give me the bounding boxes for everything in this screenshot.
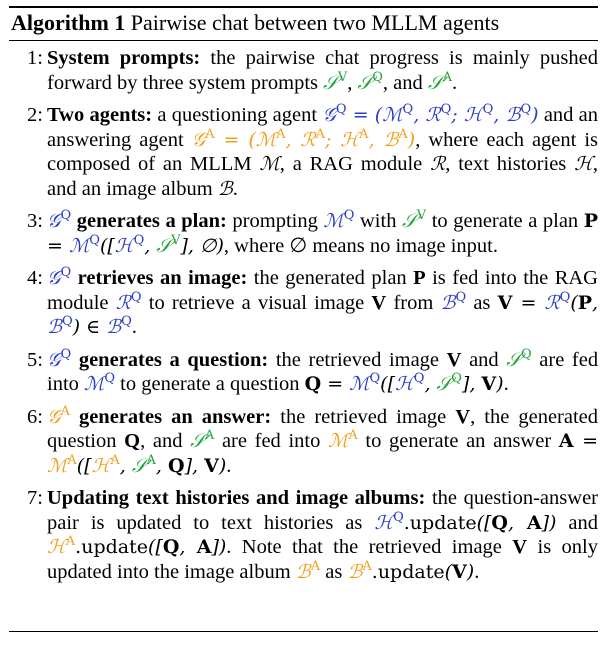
history-q-update: ℋ$^Q$.update([Q, A]) [374,509,557,534]
mllm-symbol: ℳ [259,153,280,175]
step-text: the pairwise chat progress is mainly pushed forward by three system prompts [47,47,599,94]
step-1 [9,46,598,95]
step-text: , and [382,71,423,94]
step-text: , where ∅ means no image input. [223,234,498,257]
image-symbol: V [446,348,462,371]
step-text: the retrieved image [275,348,440,371]
mllm-a-symbol: ℳ$^A$ [328,428,358,452]
retrieve-formula: V = ℛ$^Q$(P, ℬ$^Q$) ∈ ℬ$^Q$ [47,289,599,338]
step-text: . [474,560,480,583]
step-text: , [347,71,353,94]
step-text: the generated plan [253,267,407,289]
step-4 [9,266,598,340]
step-text: to retrieve a visual image [148,291,365,314]
album-a-symbol: ℬ$^A$ [295,558,321,583]
step-text: , a RAG module [279,153,423,175]
step-5 [9,348,598,397]
step-number: 4: [27,267,43,289]
step-text: with [360,210,397,232]
step-number: 6: [27,405,43,428]
step-text: is only updated into the image album [47,536,599,583]
questioning-agent-symbol: 𝒢$^Q$ [47,265,72,289]
step-text: . Note that the retrieved image [226,536,502,558]
question-symbol: Q [124,430,141,452]
step-text: as [325,560,343,583]
album-q-symbol: ℬ$^Q$ [440,289,467,314]
step-7 [9,486,598,584]
step-text: , and an image album [47,153,599,200]
algorithm-name: Pairwise chat between two MLLM agents [130,10,500,35]
step-text: to generate a question [120,373,300,395]
system-prompt-v: 𝒮$^V$ [402,208,427,232]
answer-formula: A = ℳ$^A$([ℋ$^A$, 𝒮$^A$, Q], V) [47,430,599,477]
answering-agent-symbol: 𝒢$^A$ [47,403,70,428]
step-text: , where each agent is composed of an MLLM [47,128,599,175]
step-number: 3: [27,210,43,232]
image-symbol: V [455,405,471,428]
step-2 [9,103,598,201]
algorithm-label: Algorithm 1 [11,10,126,35]
algorithm-steps [9,46,598,592]
answering-agent-formula: 𝒢$^A$ = (ℳ$^A$, ℛ$^A$; ℋ$^A$, ℬ$^A$) [191,126,416,151]
step-text: and an answering agent [47,104,599,151]
question-formula: Q = ℳ$^Q$([ℋ$^Q$, 𝒮$^Q$], V) [304,371,504,395]
step-text: from [393,291,434,314]
history-a-update: ℋ$^A$.update([Q, A]) [47,534,227,558]
algorithm-block [9,6,598,642]
step-heading: System prompts: [47,47,201,69]
step-text: . [232,177,238,200]
questioning-agent-formula: 𝒢$^Q$ = (ℳ$^Q$, ℛ$^Q$; ℋ$^Q$, ℬ$^Q$) [322,102,539,126]
header-rule [9,40,598,41]
mllm-q-symbol: ℳ$^Q$ [323,208,355,232]
step-text: . [503,373,509,395]
step-6 [9,405,598,479]
algorithm-title [11,10,499,36]
plan-symbol: P [413,267,426,289]
step-3 [9,209,598,258]
history-symbol: ℋ [574,153,593,175]
step-text: to generate a plan [431,210,579,232]
step-number: 7: [27,487,43,509]
step-text: are fed into [221,430,321,452]
step-heading: retrieves an image: [77,267,248,289]
step-text: . [451,71,458,94]
step-heading: Two agents: [47,104,153,126]
step-heading: generates a question: [78,348,269,371]
plan-formula: P = ℳ$^Q$([ℋ$^Q$, 𝒮$^V$], ∅) [47,210,599,257]
step-text: . [131,316,137,338]
questioning-agent-symbol: 𝒢$^Q$ [47,208,72,232]
image-symbol: V [371,291,387,314]
step-text: , text histories [445,153,567,175]
step-text: are fed into [47,348,599,395]
step-text: , the generated question [47,405,599,452]
system-prompt-a: 𝒮$^A$ [427,69,452,94]
step-heading: Updating text histories and image albums: [47,487,426,509]
step-number: 2: [27,104,43,126]
system-prompt-q: 𝒮$^Q$ [506,346,532,371]
step-heading: generates an answer: [78,405,272,428]
step-heading: generates a plan: [76,210,227,232]
step-text: prompting [232,210,318,232]
system-prompt-a: 𝒮$^A$ [190,428,215,452]
step-number: 1: [27,47,43,69]
step-text: is fed into the RAG module [47,267,598,314]
step-text: and [568,511,599,534]
step-text: , and [140,430,183,452]
bottom-rule [9,631,598,632]
top-rule [9,6,598,8]
step-text: the retrieved image [280,405,447,428]
image-symbol: V [512,536,528,558]
step-text: to generate an answer [365,430,552,452]
step-number: 5: [27,348,43,371]
step-text: as [473,291,491,314]
album-symbol: ℬ [217,177,233,200]
step-text: . [226,454,232,477]
rag-q-symbol: ℛ$^Q$ [115,289,142,314]
system-prompt-v: 𝒮$^V$ [323,69,348,94]
mllm-q-symbol: ℳ$^Q$ [84,371,116,395]
step-text: and [469,348,499,371]
step-text: the question-answer pair is updated to text histories as [47,487,598,534]
questioning-agent-symbol: 𝒢$^Q$ [47,346,72,371]
rag-symbol: ℛ [430,153,446,175]
system-prompt-q: 𝒮$^Q$ [357,69,383,94]
step-text: a questioning agent [157,104,318,126]
album-a-update: ℬ$^A$.update(V) [347,558,475,583]
